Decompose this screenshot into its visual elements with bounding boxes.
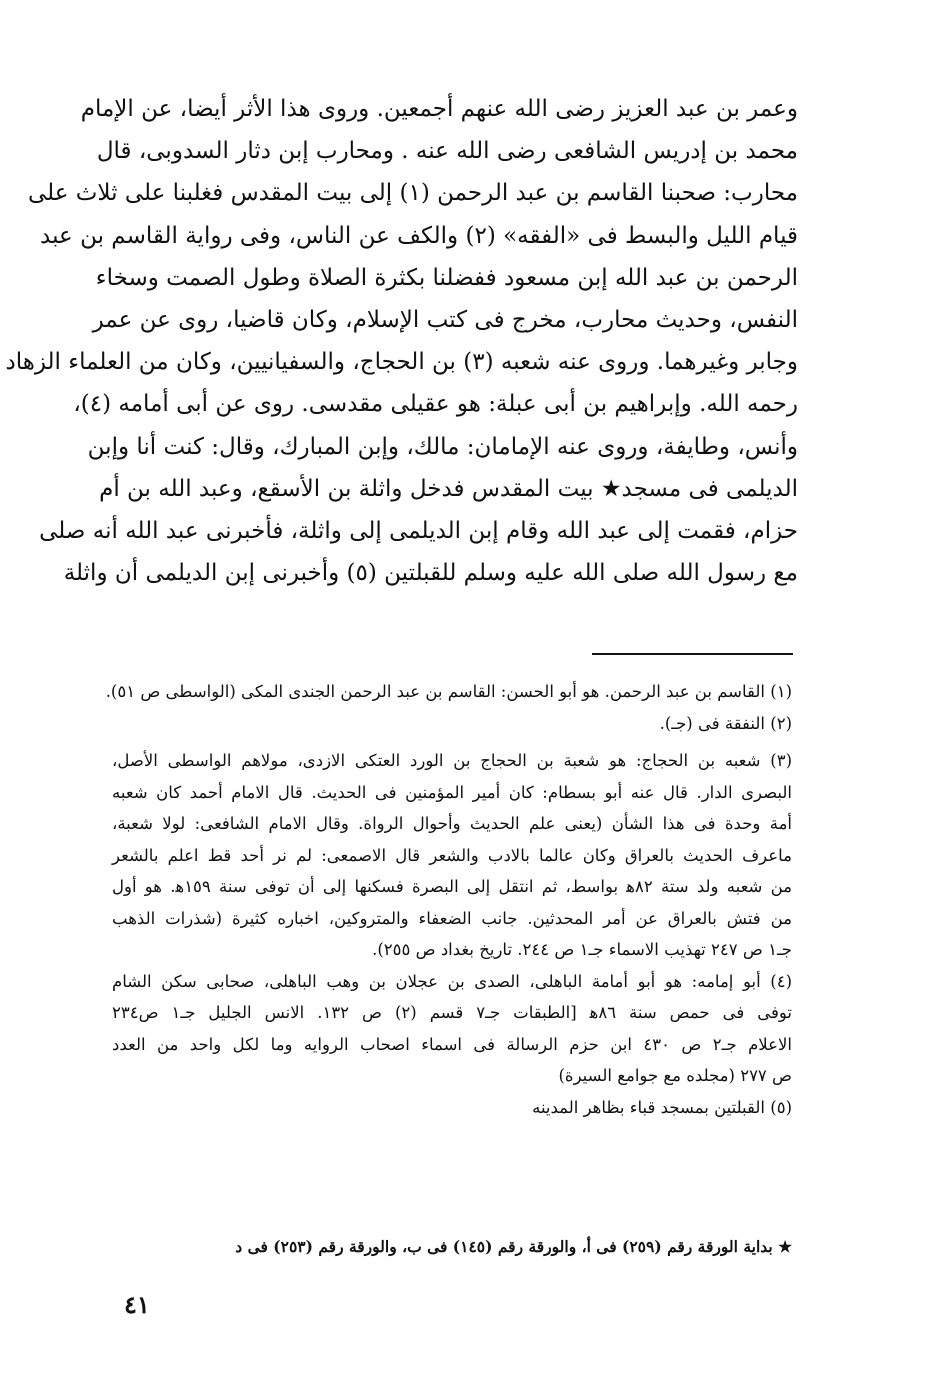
main-text-line: رحمه الله. وإبراهيم بن أبى عبلة: هو عقيلى مقدسى. روى عن أبى أمامه (٤)، — [73, 391, 798, 418]
manuscript-folio-note: ★ بداية الورقة رقم (٢٥٩) فى أ، والورقة رقم (١٤٥) فى ب، والورقة رقم (٢٥٣) فى د — [235, 1237, 792, 1256]
main-text-line: محمد بن إدريس الشافعى رضى الله عنه . ومحارب إبن دثار السدوبى، قال — [96, 138, 798, 165]
footnote-3-line: أمة وحدة فى هذا الشأن (يعنى علم الحديث وأحوال الرواة. وقال الامام الشافعى: لولا شعبة، — [112, 814, 792, 833]
footnote-3-line: جـ١ ص ٢٤٧ تهذيب الاسماء جـ١ ص ٢٤٤. تاريخ بغداد ص ٢٥٥). — [372, 940, 792, 959]
main-text-line: وجابر وغيرهما. وروى عنه شعبه (٣) بن الحجاج، والسفيانيين، وكان من العلماء الزهاد — [5, 349, 798, 376]
main-text-line: الديلمى فى مسجد★ بيت المقدس فدخل واثلة بن الأسقع، وعبد الله بن أم — [99, 475, 798, 502]
main-text-block — [5, 88, 798, 594]
main-text-line: حزام، فقمت إلى عبد الله وقام إبن الديلمى إلى واثلة، فأخبرنى عبد الله أنه صلى — [39, 517, 798, 544]
footnote-4-line: الاعلام جـ٢ ص ٤٣٠ ابن حزم الرسالة فى اسماء اصحاب الروايه وما لكل واحد من العدد — [112, 1034, 792, 1054]
page-number: ٤١ — [124, 1290, 150, 1319]
main-text-line: قيام الليل والبسط فى «الفقه» (٢) والكف عن الناس، وفى رواية القاسم بن عبد — [40, 222, 798, 249]
main-text-line: مع رسول الله صلى الله عليه وسلم للقبلتين (٥) وأخبرنى إبن الديلمى أن واثلة — [63, 560, 798, 587]
footnote-3-line: البصرى الدار. قال عنه أبو بسطام: كان أمير المؤمنين فى الحديث. قال الامام أحمد كان شعبه — [112, 782, 792, 802]
main-text-line: النفس، وحديث محارب، مخرج فى كتب الإسلام، وكان قاضيا، روى عن عمر — [92, 306, 798, 333]
main-text-line: محارب: صحبنا القاسم بن عبد الرحمن (١) إلى بيت المقدس فغلبنا على ثلاث على — [27, 180, 798, 207]
main-text-line: وأنس، وطايفة، وروى عنه الإمامان: مالك، وإبن المبارك، وقال: كنت أنا وإبن — [87, 433, 798, 460]
footnote-2: (٢) النفقة فى (جـ). — [659, 713, 792, 733]
footnote-divider — [592, 653, 793, 655]
main-text-line: الرحمن بن عبد الله إبن مسعود ففضلنا بكثرة الصلاة وطول الصمت وسخاء — [95, 264, 798, 291]
footnote-4-line: (٤) أبو إمامه: هو أبو أمامة الباهلى، الصدى بن عجلان بن وهب الباهلى، صحابى سكن الشام — [112, 971, 792, 991]
main-text-line: وعمر بن عبد العزيز رضى الله عنهم أجمعين. وروى هذا الأثر أيضا، عن الإمام — [80, 96, 798, 122]
footnote-3-line: ماعرف الحديث بالعراق وكان عالما بالادب والشعر قال الاصمعى: لم نر أحد قط اعلم بالشعر — [112, 845, 792, 865]
footnote-5: (٥) القبلتين بمسجد قباء بظاهر المدينه — [532, 1097, 792, 1117]
footnote-4-line: ص ٢٧٧ (مجلده مع جوامع السيرة) — [558, 1066, 792, 1085]
footnote-1: (١) القاسم بن عبد الرحمن. هو أبو الحسن: القاسم بن عبد الرحمن الجندى المكى (الواسطى ص ٥١). — [105, 682, 792, 701]
footnote-3-line: من فتش بالعراق عن أمر المحدثين. جانب الضعفاء والمتروكين، اخباره كثيرة (شذرات الذهب — [112, 908, 792, 928]
footnote-3-line: (٣) شعبه بن الحجاج: هو شعبة بن الحجاج بن الورد العتكى الازدى، مولاهم الواسطى الأصل، — [112, 751, 792, 770]
footnote-4-line: توفى فى حمص سنة ٨٦ﻫ [الطبقات جـ٧ قسم (٢) ص ١٣٢. الانس الجليل جـ١ ص٢٣٤ — [112, 1003, 792, 1022]
footnote-3-line: من شعبه ولد ستة ٨٢ﻫ بواسط، ثم انتقل إلى البصرة فسكنها إلى أن توفى سنة ١٥٩ﻫ. هو أول — [112, 877, 792, 896]
footnotes-block — [105, 676, 792, 1123]
